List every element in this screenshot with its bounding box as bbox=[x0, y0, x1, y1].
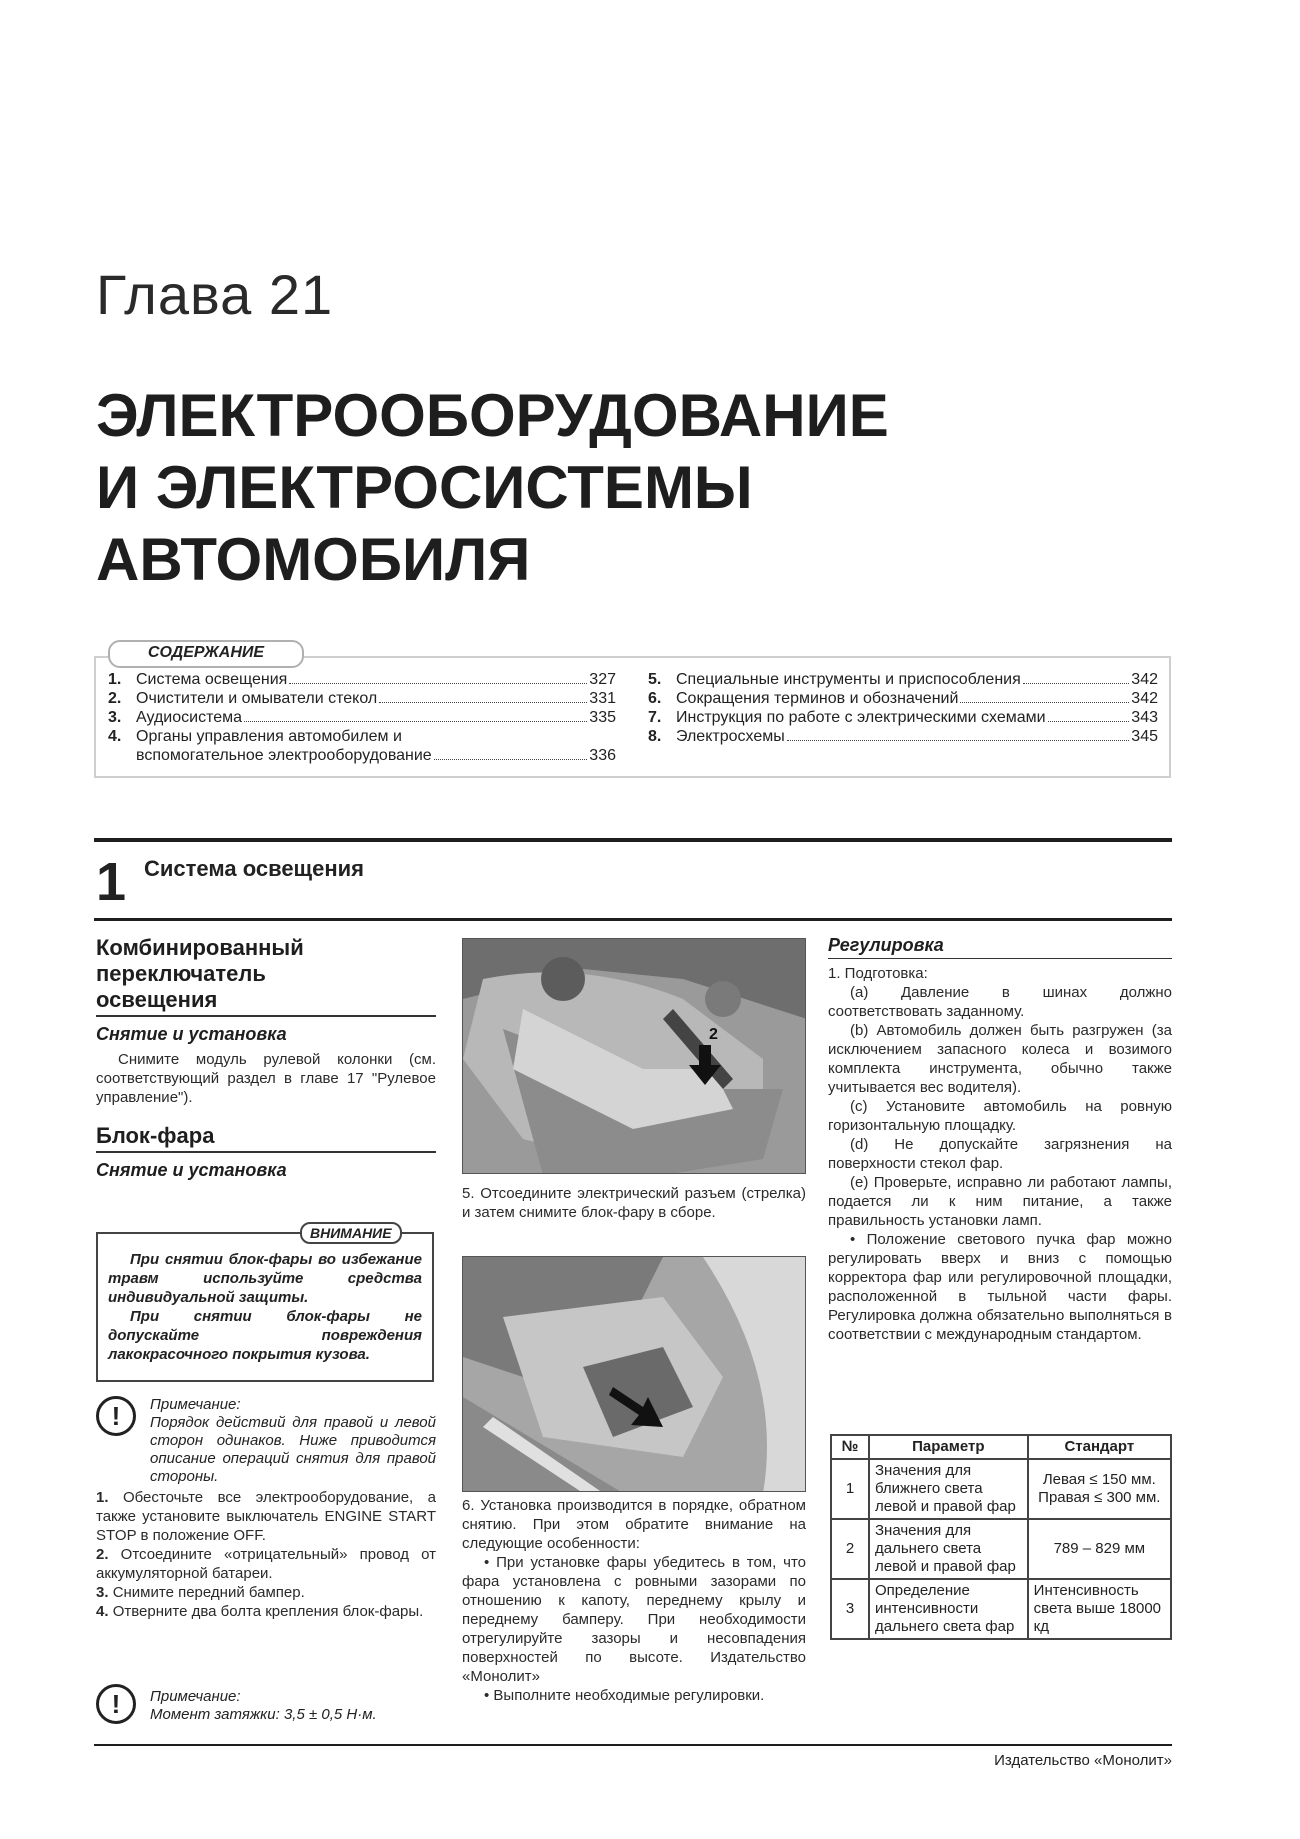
note-label: Примечание: bbox=[150, 1688, 241, 1705]
table-row: 3 Определение интенсивности дальнего света фар Интенсивность света выше 18000 кд bbox=[831, 1579, 1171, 1639]
table-row: 1 Значения для ближнего света левой и правой фар Левая ≤ 150 мм. Правая ≤ 300 мм. bbox=[831, 1459, 1171, 1519]
divider bbox=[828, 958, 1172, 959]
section-number: 1 bbox=[96, 852, 127, 912]
note-icon: ! bbox=[96, 1684, 136, 1724]
toc-item[interactable]: 7. Инструкция по работе с электрическими схемами 343 bbox=[648, 709, 1158, 726]
subsection-heading: Комбинированный переключатель освещения bbox=[96, 935, 304, 1012]
divider bbox=[96, 1151, 436, 1153]
bullet: • Выполните необходимые регулировки. bbox=[484, 1687, 765, 1704]
note bbox=[150, 1688, 436, 1724]
step: 1. Обесточьте все электрооборудование, а также установите выключатель ENGINE START STOP в положение OFF. bbox=[96, 1489, 437, 1544]
step: 3. Снимите передний бампер. bbox=[96, 1584, 305, 1601]
toc-left-column bbox=[108, 670, 616, 765]
toc-item-continuation[interactable]: вспомогательное электрооборудование 336 bbox=[136, 747, 616, 764]
divider bbox=[96, 1015, 436, 1017]
note-text: Порядок действий для правой и левой сторон одинаков. Ниже приводится описание операций снятия для правой стороны. bbox=[150, 1414, 436, 1485]
step: 2. Отсоедините «отрицательный» провод от аккумуляторной батареи. bbox=[96, 1546, 436, 1582]
step: 5. Отсоедините электрический разъем (стрелка) и затем снимите блок-фару в сборе. bbox=[462, 1185, 806, 1221]
toc-item[interactable]: 1. Система освещения 327 bbox=[108, 671, 616, 688]
warning-text: При снятии блок-фары во избежание травм используйте средства индивидуальной защиты. bbox=[108, 1251, 422, 1306]
toc-item[interactable]: 2. Очистители и омыватели стекол 331 bbox=[108, 690, 616, 707]
section-rule-bottom bbox=[94, 918, 1172, 921]
headlamp-photo-1 bbox=[462, 938, 806, 1174]
photo-callout-label: 2 bbox=[709, 1026, 718, 1043]
toc-item[interactable]: 6. Сокращения терминов и обозначений 342 bbox=[648, 690, 1158, 707]
note-label: Примечание: bbox=[150, 1396, 241, 1413]
column-1 bbox=[96, 935, 436, 1180]
list-item: (a) Давление в шинах должно соответствовать заданному. bbox=[828, 984, 1172, 1020]
chapter-title-line: И ЭЛЕКТРОСИСТЕМЫ bbox=[96, 454, 753, 521]
publisher-footer: Издательство «Монолит» bbox=[994, 1752, 1172, 1769]
column-3 bbox=[828, 936, 1172, 1344]
chapter-number: Глава 21 bbox=[96, 263, 334, 326]
toc-item[interactable]: 8. Электросхемы 345 bbox=[648, 728, 1158, 745]
toc-label: СОДЕРЖАНИЕ bbox=[108, 640, 304, 668]
list-item: (e) Проверьте, исправно ли работают лампы, подается ли к ним питание, а также правильность установки ламп. bbox=[828, 1174, 1172, 1229]
section-rule-top bbox=[94, 838, 1172, 842]
bullet: • При установке фары убедитесь в том, что фара установлена с ровными зазорами по отношению к капоту, переднему крылу и переднему бамперу. При необходимости отрегулируйте зазоры и несовпадения поверхностей по высоте. Издательство «Монолит» bbox=[462, 1554, 806, 1685]
chapter-title-line: АВТОМОБИЛЯ bbox=[96, 526, 531, 593]
subsection-heading: Блок-фара bbox=[96, 1123, 215, 1148]
list-item: (d) Не допускайте загрязнения на поверхности стекол фар. bbox=[828, 1136, 1172, 1172]
table-row: 2 Значения для дальнего света левой и правой фар 789 – 829 мм bbox=[831, 1519, 1171, 1579]
toc-item[interactable]: 4. Органы управления автомобилем и bbox=[108, 728, 402, 745]
toc-right-column bbox=[648, 670, 1158, 746]
note-icon: ! bbox=[96, 1396, 136, 1436]
toc-item[interactable]: 5. Специальные инструменты и приспособления 342 bbox=[648, 671, 1158, 688]
paragraph: • Положение светового пучка фар можно регулировать вверх и вниз с помощью корректора фар или регулировочной площадки, расположенной в тыльной части фары. Регулировка должна обязательно выполняться в соответствии с международным стандартом. bbox=[828, 1231, 1172, 1343]
warning-label: ВНИМАНИЕ bbox=[300, 1222, 402, 1244]
list-item: (c) Установите автомобиль на ровную горизонтальную площадку. bbox=[828, 1098, 1172, 1134]
photo-illustration bbox=[463, 939, 806, 1174]
paragraph: Снимите модуль рулевой колонки (см. соответствующий раздел в главе 17 "Рулевое управление"). bbox=[96, 1051, 436, 1106]
footer-rule bbox=[94, 1744, 1172, 1746]
step-5 bbox=[462, 1184, 806, 1222]
note-text: Момент затяжки: 3,5 ± 0,5 Н·м. bbox=[150, 1706, 377, 1723]
removal-heading: Снятие и установка bbox=[96, 1024, 287, 1044]
spec-table bbox=[830, 1434, 1172, 1640]
step: 4. Отверните два болта крепления блок-фары. bbox=[96, 1603, 424, 1620]
warning-box bbox=[96, 1232, 434, 1382]
toc-item[interactable]: 3. Аудиосистема 335 bbox=[108, 709, 616, 726]
steps-list bbox=[96, 1488, 436, 1621]
table-header-row: № Параметр Стандарт bbox=[831, 1435, 1171, 1459]
note bbox=[150, 1396, 436, 1486]
removal-heading: Снятие и установка bbox=[96, 1160, 287, 1180]
step: 6. Установка производится в порядке, обратном снятию. При этом обратите внимание на следующие особенности: bbox=[462, 1497, 806, 1552]
chapter-title-line: ЭЛЕКТРООБОРУДОВАНИЕ bbox=[96, 382, 889, 449]
headlamp-photo-2 bbox=[462, 1256, 806, 1492]
paragraph: 1. Подготовка: bbox=[828, 965, 928, 982]
list-item: (b) Автомобиль должен быть разгружен (за исключением запасного колеса и возимого комплекта инструмента, обычно также учитывается вес водителя). bbox=[828, 1022, 1172, 1096]
step-6 bbox=[462, 1496, 806, 1705]
chapter-title bbox=[96, 380, 889, 596]
section-title: Система освещения bbox=[144, 856, 364, 881]
adjustment-heading: Регулировка bbox=[828, 935, 944, 955]
photo-illustration bbox=[463, 1257, 806, 1492]
warning-text: При снятии блок-фары не допускайте повреждения лакокрасочного покрытия кузова. bbox=[108, 1308, 422, 1363]
